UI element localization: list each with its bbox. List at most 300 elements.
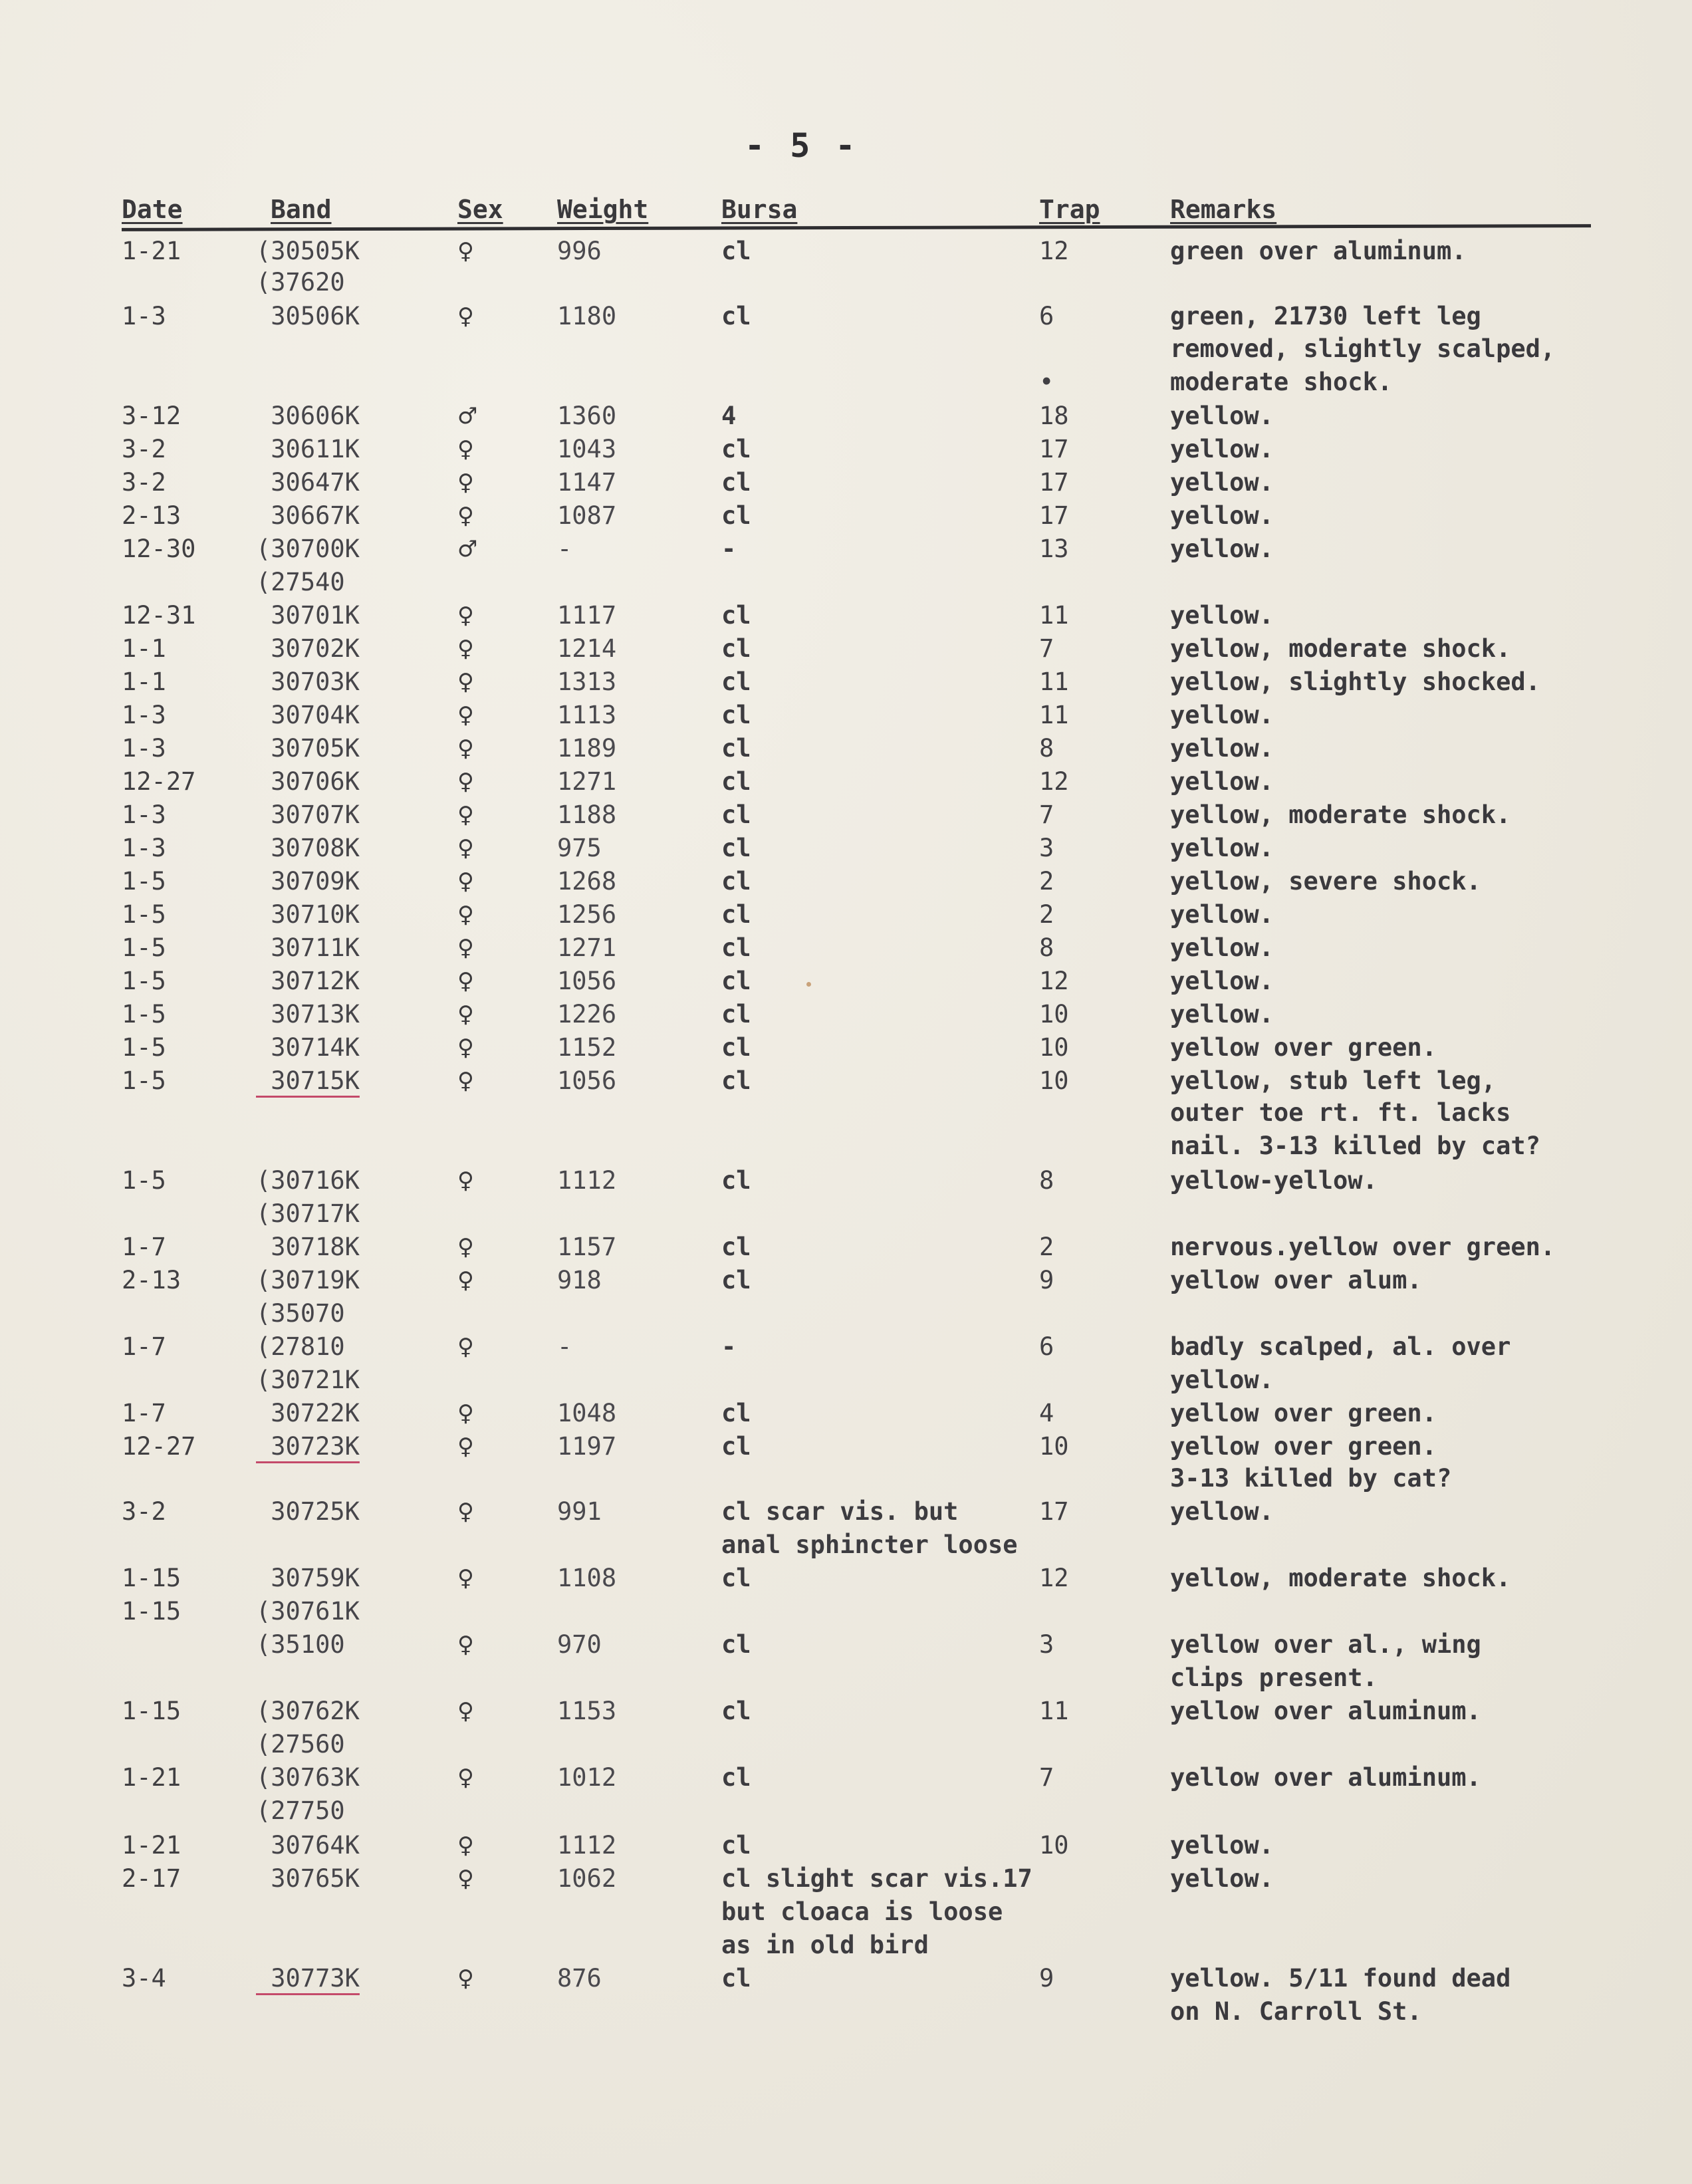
cell-remarks: yellow over al., wing (1170, 1630, 1481, 1659)
cell-remarks: outer toe rt. ft. lacks (1170, 1098, 1511, 1127)
cell-sex: ♀ (457, 1764, 474, 1791)
cell-trap: 11 (1039, 601, 1069, 630)
cell-remarks: yellow over green. (1170, 1432, 1437, 1461)
cell-trap: 4 (1039, 1399, 1054, 1427)
cell-sex: ♀ (457, 503, 474, 529)
cell-bursa: cl (721, 933, 751, 962)
header-band: Band (271, 195, 332, 224)
cell-sex: ♀ (457, 636, 474, 662)
cell-sex: ♀ (457, 1267, 474, 1294)
table-row (0, 235, 1692, 268)
cell-bursa: cl (721, 435, 751, 463)
cell-trap: 17 (1039, 501, 1069, 530)
table-row (0, 931, 1692, 965)
header-date: Date (122, 195, 183, 224)
cell-band: 30704K (256, 701, 360, 729)
cell-sex: ♀ (457, 1400, 474, 1427)
cell-date: 1-5 (122, 900, 166, 929)
table-row (0, 732, 1692, 765)
table-row (0, 1364, 1692, 1397)
cell-remarks: yellow, stub left leg, (1170, 1066, 1497, 1095)
cell-date: 1-7 (122, 1233, 166, 1261)
table-row (0, 1929, 1692, 1962)
cell-trap: 12 (1039, 967, 1069, 995)
cell-date: 1-15 (122, 1564, 181, 1592)
table-row (0, 798, 1692, 832)
cell-bursa: cl (721, 634, 751, 663)
table-row (0, 366, 1692, 399)
cell-bursa: cl (721, 501, 751, 530)
cell-sex: ♀ (457, 1866, 474, 1892)
cell-bursa: cl (721, 667, 751, 696)
cell-bursa: 4 (721, 402, 737, 430)
cell-weight: 1087 (557, 501, 617, 530)
cell-date: 1-21 (122, 1763, 181, 1792)
table-row (0, 1397, 1692, 1430)
cell-date: 3-2 (122, 468, 166, 497)
cell-date: 1-15 (122, 1597, 181, 1626)
cell-date: 2-13 (122, 501, 181, 530)
cell-bursa: cl (721, 1697, 751, 1725)
table-row (0, 898, 1692, 931)
cell-band: (27750 (256, 1796, 345, 1825)
cell-bursa: cl (721, 1630, 751, 1659)
table-row (0, 1096, 1692, 1130)
cell-sex: ♀ (457, 769, 474, 795)
cell-remarks: yellow. 5/11 found dead (1170, 1964, 1511, 1993)
cell-trap: 8 (1039, 1166, 1054, 1195)
cell-trap: 2 (1039, 1233, 1054, 1261)
cell-bursa: cl (721, 867, 751, 896)
cell-weight: 1062 (557, 1864, 617, 1893)
cell-sex: ♀ (457, 1034, 474, 1061)
cell-bursa: cl slight scar vis.17 (721, 1864, 1032, 1893)
cell-sex: ♀ (457, 469, 474, 496)
cell-date: 12-27 (122, 1432, 196, 1461)
cell-weight: 1197 (557, 1432, 617, 1461)
cell-bursa: - (721, 535, 737, 563)
cell-trap: 2 (1039, 900, 1054, 929)
cell-remarks: yellow over alum. (1170, 1266, 1422, 1294)
cell-band: 30707K (256, 800, 360, 829)
cell-band: 30703K (256, 667, 360, 696)
cell-remarks: yellow. (1170, 1864, 1274, 1893)
cell-band: (35070 (256, 1299, 345, 1328)
cell-trap: 17 (1039, 435, 1069, 463)
cell-sex: ♀ (457, 702, 474, 729)
cell-band: 30718K (256, 1233, 360, 1261)
cell-sex: ♀ (457, 935, 474, 961)
table-row (0, 865, 1692, 898)
cell-trap: 11 (1039, 701, 1069, 729)
cell-date: 1-5 (122, 867, 166, 896)
cell-weight: 1012 (557, 1763, 617, 1792)
cell-date: 12-31 (122, 601, 196, 630)
cell-date: 1-21 (122, 1831, 181, 1860)
cell-remarks: yellow. (1170, 967, 1274, 995)
cell-date: 2-13 (122, 1266, 181, 1294)
table-row (0, 1562, 1692, 1595)
cell-band: (30721K (256, 1366, 360, 1394)
cell-date: 3-2 (122, 435, 166, 463)
cell-remarks: yellow over green. (1170, 1399, 1437, 1427)
table-row (0, 1197, 1692, 1231)
table-row (0, 1430, 1692, 1463)
cell-bursa: anal sphincter loose (721, 1530, 1018, 1559)
cell-weight: 1108 (557, 1564, 617, 1592)
cell-remarks: nail. 3-13 killed by cat? (1170, 1132, 1540, 1160)
cell-weight: - (557, 1332, 572, 1361)
table-row (0, 533, 1692, 566)
header-bursa: Bursa (721, 195, 798, 224)
table-row (0, 832, 1692, 865)
page-number: - 5 - (745, 126, 858, 165)
table-row (0, 632, 1692, 666)
table-row (0, 1297, 1692, 1330)
cell-weight: 1360 (557, 402, 617, 430)
cell-sex: ♀ (457, 902, 474, 928)
cell-bursa: cl (721, 1432, 751, 1461)
cell-band: (30505K (256, 237, 360, 265)
cell-band: 30709K (256, 867, 360, 896)
cell-band: (30719K (256, 1266, 360, 1294)
cell-band: 30706K (256, 767, 360, 796)
cell-sex: ♀ (457, 602, 474, 629)
cell-band: (30700K (256, 535, 360, 563)
table-row (0, 332, 1692, 366)
cell-band: 30723K (256, 1432, 360, 1461)
cell-remarks: yellow. (1170, 834, 1274, 862)
cell-weight: 1157 (557, 1233, 617, 1261)
table-row (0, 1695, 1692, 1728)
table-row (0, 1794, 1692, 1828)
header-weight: Weight (557, 195, 649, 224)
cell-date: 1-3 (122, 834, 166, 862)
cell-date: 1-5 (122, 1000, 166, 1029)
cell-remarks: yellow. (1170, 933, 1274, 962)
cell-trap: 2 (1039, 867, 1054, 896)
table-row (0, 1130, 1692, 1163)
cell-sex: ♀ (457, 968, 474, 995)
cell-trap: 13 (1039, 535, 1069, 563)
cell-band: (27560 (256, 1730, 345, 1759)
cell-weight: 1152 (557, 1033, 617, 1062)
cell-trap: 6 (1039, 302, 1054, 330)
cell-remarks: yellow. (1170, 900, 1274, 929)
cell-band: 30702K (256, 634, 360, 663)
cell-remarks: yellow. (1170, 701, 1274, 729)
cell-remarks: yellow. (1170, 601, 1274, 630)
cell-bursa: but cloaca is loose (721, 1897, 1003, 1926)
cell-bursa: cl (721, 767, 751, 796)
cell-remarks: yellow. (1170, 1000, 1274, 1029)
cell-date: 12-27 (122, 767, 196, 796)
cell-weight: 1043 (557, 435, 617, 463)
cell-band: 30708K (256, 834, 360, 862)
cell-sex: ♀ (457, 1167, 474, 1194)
cell-sex: ♀ (457, 868, 474, 895)
cell-band: (30761K (256, 1597, 360, 1626)
cell-date: 1-5 (122, 1033, 166, 1062)
cell-bursa: cl (721, 834, 751, 862)
table-row (0, 466, 1692, 499)
table-row (0, 965, 1692, 998)
cell-date: 1-5 (122, 967, 166, 995)
cell-date: 1-1 (122, 634, 166, 663)
cell-sex: ♀ (457, 1001, 474, 1028)
cell-remarks: yellow. (1170, 767, 1274, 796)
cell-weight: 1180 (557, 302, 617, 330)
cell-remarks: yellow over aluminum. (1170, 1697, 1481, 1725)
cell-band: 30765K (256, 1864, 360, 1893)
table-row (0, 266, 1692, 299)
cell-remarks: nervous.yellow over green. (1170, 1233, 1556, 1261)
cell-bursa: as in old bird (721, 1931, 929, 1959)
cell-remarks: clips present. (1170, 1663, 1378, 1692)
cell-remarks: yellow, severe shock. (1170, 867, 1481, 896)
cell-band: 30647K (256, 468, 360, 497)
cell-date: 3-2 (122, 1497, 166, 1526)
cell-weight: - (557, 535, 572, 563)
cell-date: 12-30 (122, 535, 196, 563)
cell-bursa: cl (721, 1000, 751, 1029)
cell-sex: ♀ (457, 303, 474, 330)
cell-remarks: yellow. (1170, 535, 1274, 563)
table-row (0, 1895, 1692, 1929)
cell-band: (30717K (256, 1199, 360, 1228)
table-row (0, 1462, 1692, 1495)
cell-weight: 1056 (557, 967, 617, 995)
cell-trap: 10 (1039, 1000, 1069, 1029)
cell-trap: 17 (1039, 468, 1069, 497)
cell-date: 3-4 (122, 1964, 166, 1993)
cell-trap: 8 (1039, 933, 1054, 962)
cell-date: 1-5 (122, 1166, 166, 1195)
cell-trap: 10 (1039, 1033, 1069, 1062)
cell-band: 30773K (256, 1964, 360, 1993)
cell-sex: ♀ (457, 1965, 474, 1992)
cell-remarks: yellow. (1170, 402, 1274, 430)
header-sex: Sex (457, 195, 503, 224)
cell-date: 2-17 (122, 1864, 181, 1893)
cell-trap: 9 (1039, 1964, 1054, 1993)
cell-trap: 3 (1039, 834, 1054, 862)
cell-weight: 1271 (557, 933, 617, 962)
cell-band: 30715K (256, 1066, 360, 1095)
cell-remarks: yellow. (1170, 1366, 1274, 1394)
cell-remarks: yellow. (1170, 435, 1274, 463)
cell-bursa: cl (721, 302, 751, 330)
cell-sex: ♀ (457, 835, 474, 862)
table-row (0, 666, 1692, 699)
cell-trap: 10 (1039, 1831, 1069, 1860)
cell-weight: 1226 (557, 1000, 617, 1029)
cell-sex: ♀ (457, 1068, 474, 1094)
cell-bursa: cl (721, 701, 751, 729)
cell-weight: 1112 (557, 1166, 617, 1195)
cell-bursa: cl scar vis. but (721, 1497, 959, 1526)
cell-bursa: cl (721, 237, 751, 265)
cell-date: 1-3 (122, 302, 166, 330)
cell-weight: 1153 (557, 1697, 617, 1725)
cell-bursa: cl (721, 1399, 751, 1427)
cell-remarks: 3-13 killed by cat? (1170, 1464, 1452, 1493)
cell-weight: 970 (557, 1630, 602, 1659)
cell-weight: 1268 (557, 867, 617, 896)
cell-date: 1-3 (122, 800, 166, 829)
cell-trap: 12 (1039, 767, 1069, 796)
cell-band: 30714K (256, 1033, 360, 1062)
cell-remarks: yellow-yellow. (1170, 1166, 1378, 1195)
cell-bursa: cl (721, 601, 751, 630)
cell-trap: 17 (1039, 1497, 1069, 1526)
cell-remarks: on N. Carroll St. (1170, 1997, 1422, 2026)
cell-band: 30764K (256, 1831, 360, 1860)
cell-weight: 1056 (557, 1066, 617, 1095)
cell-sex: ♀ (457, 1632, 474, 1658)
cell-band: (30762K (256, 1697, 360, 1725)
table-row (0, 1231, 1692, 1264)
cell-band: 30701K (256, 601, 360, 630)
cell-band: 30711K (256, 933, 360, 962)
cell-bursa: cl (721, 1266, 751, 1294)
cell-band: 30712K (256, 967, 360, 995)
cell-remarks: yellow, moderate shock. (1170, 1564, 1511, 1592)
cell-trap: 7 (1039, 800, 1054, 829)
cell-weight: 1188 (557, 800, 617, 829)
cell-sex: ♂ (457, 536, 478, 562)
cell-remarks: green over aluminum. (1170, 237, 1467, 265)
cell-bursa: cl (721, 1564, 751, 1592)
cell-trap: 12 (1039, 237, 1069, 265)
cell-sex: ♀ (457, 238, 474, 265)
cell-trap: 7 (1039, 634, 1054, 663)
cell-sex: ♀ (457, 1565, 474, 1592)
cell-band: 30506K (256, 302, 360, 330)
table-row (0, 300, 1692, 333)
cell-weight: 1189 (557, 734, 617, 763)
table-row (0, 998, 1692, 1031)
cell-bursa: cl (721, 1066, 751, 1095)
cell-band: 30710K (256, 900, 360, 929)
cell-remarks: moderate shock. (1170, 368, 1393, 396)
cell-bursa: cl (721, 734, 751, 763)
table-row (0, 1595, 1692, 1628)
cell-remarks: yellow over aluminum. (1170, 1763, 1481, 1792)
cell-band: 30713K (256, 1000, 360, 1029)
cell-trap: 10 (1039, 1066, 1069, 1095)
cell-band: 30705K (256, 734, 360, 763)
cell-trap: • (1039, 368, 1054, 396)
cell-remarks: yellow, slightly shocked. (1170, 667, 1540, 696)
cell-bursa: cl (721, 1831, 751, 1860)
cell-trap: 8 (1039, 734, 1054, 763)
cell-weight: 1313 (557, 667, 617, 696)
table-row (0, 433, 1692, 466)
cell-sex: ♀ (457, 1499, 474, 1525)
cell-date: 1-3 (122, 734, 166, 763)
cell-weight: 1256 (557, 900, 617, 929)
cell-sex: ♀ (457, 1433, 474, 1460)
cell-weight: 918 (557, 1266, 602, 1294)
cell-sex: ♀ (457, 1234, 474, 1261)
cell-trap: 7 (1039, 1763, 1054, 1792)
cell-weight: 975 (557, 834, 602, 862)
cell-trap: 11 (1039, 1697, 1069, 1725)
cell-band: 30725K (256, 1497, 360, 1526)
table-row (0, 1962, 1692, 1995)
cell-band: 30722K (256, 1399, 360, 1427)
cell-remarks: yellow, moderate shock. (1170, 634, 1511, 663)
cell-sex: ♀ (457, 436, 474, 463)
header-trap: Trap (1039, 195, 1100, 224)
cell-weight: 1112 (557, 1831, 617, 1860)
table-row (0, 400, 1692, 433)
cell-band: (30763K (256, 1763, 360, 1792)
cell-trap: 18 (1039, 402, 1069, 430)
table-row (0, 1330, 1692, 1364)
cell-band: 30667K (256, 501, 360, 530)
table-row (0, 599, 1692, 632)
cell-bursa: cl (721, 468, 751, 497)
table-row (0, 1164, 1692, 1197)
table-row (0, 765, 1692, 798)
cell-remarks: badly scalped, al. over (1170, 1332, 1511, 1361)
table-row (0, 1661, 1692, 1695)
cell-bursa: cl (721, 1166, 751, 1195)
table-row (0, 1064, 1692, 1098)
cell-band: (27540 (256, 568, 345, 596)
cell-band: 30611K (256, 435, 360, 463)
cell-trap: 12 (1039, 1564, 1069, 1592)
cell-date: 1-21 (122, 237, 181, 265)
cell-bursa: cl (721, 1233, 751, 1261)
cell-date: 1-7 (122, 1332, 166, 1361)
cell-weight: 1147 (557, 468, 617, 497)
table-row (0, 566, 1692, 599)
cell-remarks: yellow. (1170, 734, 1274, 763)
table-row (0, 1761, 1692, 1794)
cell-weight: 1271 (557, 767, 617, 796)
cell-remarks: yellow over green. (1170, 1033, 1437, 1062)
cell-bursa: - (721, 1332, 737, 1361)
cell-sex: ♀ (457, 802, 474, 828)
cell-sex: ♀ (457, 1698, 474, 1725)
cell-remarks: removed, slightly scalped, (1170, 334, 1556, 363)
cell-sex: ♂ (457, 403, 478, 429)
table-row (0, 1628, 1692, 1661)
table-row (0, 1862, 1692, 1895)
cell-weight: 1117 (557, 601, 617, 630)
cell-band: 30606K (256, 402, 360, 430)
cell-band: (30716K (256, 1166, 360, 1195)
cell-bursa: cl (721, 1763, 751, 1792)
table-row (0, 1031, 1692, 1064)
cell-date: 1-1 (122, 667, 166, 696)
table-row (0, 1495, 1692, 1528)
ink-speck (806, 982, 811, 987)
table-row (0, 1528, 1692, 1562)
cell-trap: 10 (1039, 1432, 1069, 1461)
cell-date: 1-15 (122, 1697, 181, 1725)
cell-weight: 991 (557, 1497, 602, 1526)
cell-bursa: cl (721, 1964, 751, 1993)
table-row (0, 1829, 1692, 1862)
cell-trap: 3 (1039, 1630, 1054, 1659)
cell-sex: ♀ (457, 1832, 474, 1859)
cell-sex: ♀ (457, 669, 474, 695)
cell-weight: 1048 (557, 1399, 617, 1427)
